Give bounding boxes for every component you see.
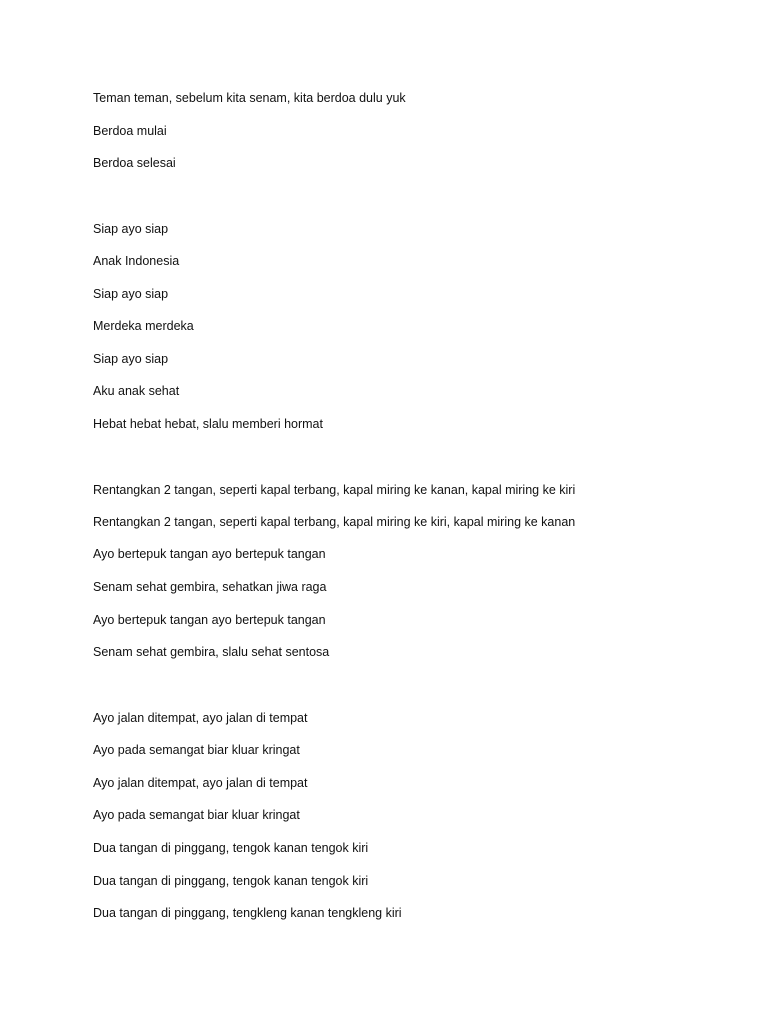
text-line: Ayo pada semangat biar kluar kringat: [93, 808, 300, 822]
text-line: Dua tangan di pinggang, tengkleng kanan tengkleng kiri: [93, 906, 402, 920]
text-line: Berdoa selesai: [93, 156, 176, 170]
text-line: Senam sehat gembira, sehatkan jiwa raga: [93, 580, 327, 594]
text-line: Ayo bertepuk tangan ayo bertepuk tangan: [93, 547, 326, 561]
text-line: Siap ayo siap: [93, 352, 169, 366]
text-line: Ayo pada semangat biar kluar kringat: [93, 743, 300, 757]
text-line: Merdeka merdeka: [93, 319, 194, 333]
text-line: Anak Indonesia: [93, 254, 180, 268]
text-line: Dua tangan di pinggang, tengok kanan tengok kiri: [93, 874, 369, 888]
text-line: Aku anak sehat: [93, 384, 180, 398]
text-line: Senam sehat gembira, slalu sehat sentosa: [93, 645, 330, 659]
text-line: Ayo bertepuk tangan ayo bertepuk tangan: [93, 613, 326, 627]
text-line: Rentangkan 2 tangan, seperti kapal terbang, kapal miring ke kiri, kapal miring ke kanan: [93, 515, 576, 529]
text-line: Berdoa mulai: [93, 124, 167, 138]
text-line: Ayo jalan ditempat, ayo jalan di tempat: [93, 711, 308, 725]
text-line: Rentangkan 2 tangan, seperti kapal terbang, kapal miring ke kanan, kapal miring ke kiri: [93, 483, 576, 497]
text-line: Dua tangan di pinggang, tengok kanan tengok kiri: [93, 841, 369, 855]
text-line: Ayo jalan ditempat, ayo jalan di tempat: [93, 776, 308, 790]
text-line: Siap ayo siap: [93, 222, 169, 236]
text-line: Hebat hebat hebat, slalu memberi hormat: [93, 417, 323, 431]
text-line: Siap ayo siap: [93, 287, 169, 301]
text-line: Teman teman, sebelum kita senam, kita berdoa dulu yuk: [93, 91, 406, 105]
